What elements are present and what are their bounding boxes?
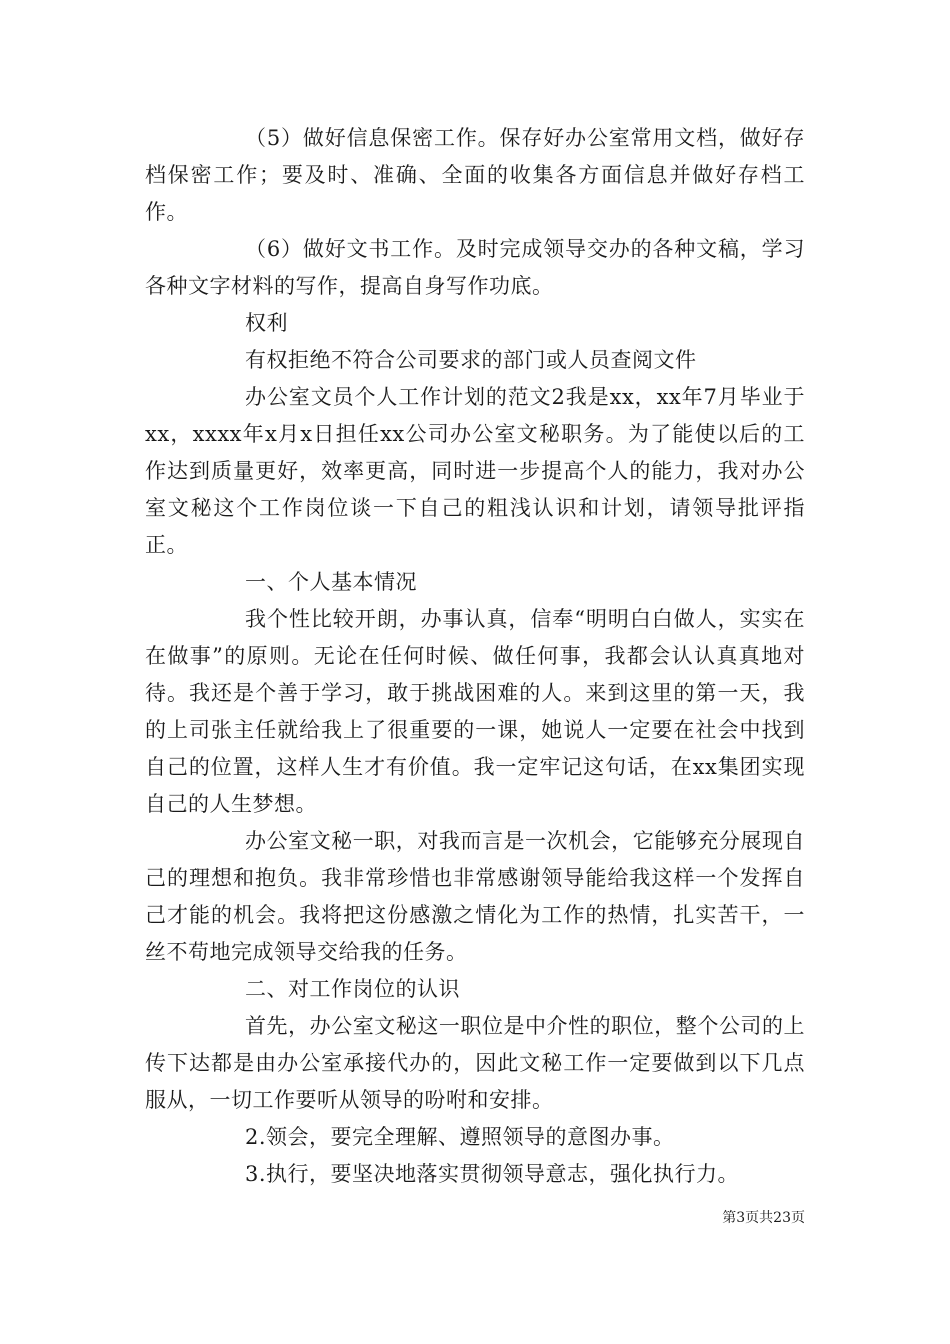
page-number-footer: 第3页共23页: [722, 1210, 805, 1226]
heading-job-understanding: 二、对工作岗位的认识: [245, 977, 460, 1001]
document-body: [145, 120, 805, 1193]
paragraph-intermediary-role: 首先，办公室文秘这一职位是中介性的职位，整个公司的上传下达都是由办公室承接代办的，因此文秘工作一定要做到以下几点服从，一切工作要听从领导的吩咐和安排。: [145, 1014, 805, 1112]
paragraph-opportunity: 办公室文秘一职，对我而言是一次机会，它能够充分展现自己的理想和抱负。我非常珍惜也非常感谢领导能给我这样一个发挥自己才能的机会。我将把这份感激之情化为工作的热情，扎实苦干，一丝不苟地完成领导交给我的任务。: [145, 829, 805, 964]
list-item-execute: 3.执行，要坚决地落实贯彻领导意志，强化执行力。: [245, 1162, 740, 1186]
paragraph-info-security: （5）做好信息保密工作。保存好办公室常用文档，做好存档保密工作；要及时、准确、全面的收集各方面信息并做好存档工作。: [145, 126, 805, 224]
heading-rights: 权利: [245, 311, 288, 335]
paragraph-clerical-work: （6）做好文书工作。及时完成领导交办的各种文稿，学习各种文字材料的写作，提高自身写作功底。: [145, 237, 805, 298]
paragraph-right-to-refuse: 有权拒绝不符合公司要求的部门或人员查阅文件: [245, 348, 697, 372]
list-item-comprehend: 2.领会，要完全理解、遵照领导的意图办事。: [245, 1125, 675, 1149]
paragraph-personality: 我个性比较开朗，办事认真，信奉“明明白白做人，实实在在做事”的原则。无论在任何时候、做任何事，我都会认认真真地对待。我还是个善于学习，敢于挑战困难的人。来到这里的第一天，我的上司张主任就给我上了很重要的一课，她说人一定要在社会中找到自己的位置，这样人生才有价值。我一定牢记这句话，在xx集团实现自己的人生梦想。: [145, 607, 805, 816]
heading-basic-info: 一、个人基本情况: [245, 570, 417, 594]
paragraph-intro: 办公室文员个人工作计划的范文2我是xx，xx年7月毕业于xx，xxxx年x月x日担任xx公司办公室文秘职务。为了能使以后的工作达到质量更好，效率更高，同时进一步提高个人的能力，我对办公室文秘这个工作岗位谈一下自己的粗浅认识和计划，请领导批评指正。: [145, 385, 805, 557]
